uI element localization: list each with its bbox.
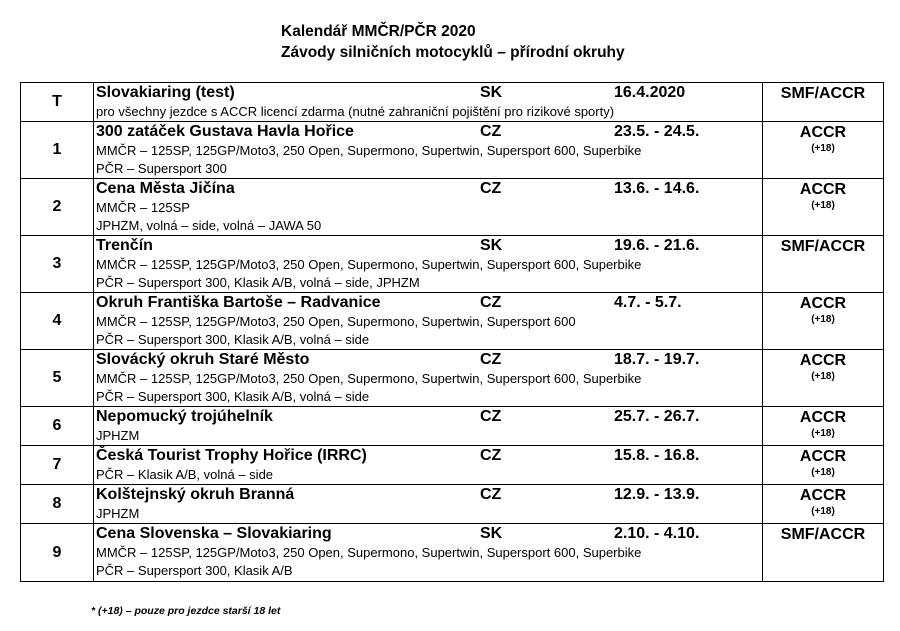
event-name: Cena Města Jičína xyxy=(96,180,235,197)
table-row xyxy=(21,179,884,236)
age-note: (+18) xyxy=(811,467,835,478)
table-row xyxy=(21,485,884,524)
age-note: (+18) xyxy=(811,428,835,439)
table-row xyxy=(21,407,884,446)
age-note: (+18) xyxy=(811,314,835,325)
event-cell xyxy=(94,236,763,293)
organizer-cell xyxy=(763,524,884,582)
event-detail: MMČR – 125SP, 125GP/Moto3, 250 Open, Supermono, Supertwin, Supersport 600, Superbike xyxy=(96,257,642,272)
event-cell xyxy=(94,179,763,236)
table-row xyxy=(21,524,884,582)
table-row xyxy=(21,446,884,485)
event-name: Okruh Františka Bartoše – Radvanice xyxy=(96,294,381,311)
organizer-cell xyxy=(763,179,884,236)
event-detail: PČR – Supersport 300, Klasik A/B, volná – side xyxy=(96,389,370,404)
footnote: * (+18) – pouze pro jezdce starší 18 let xyxy=(91,605,281,617)
race-number: 7 xyxy=(21,446,94,485)
event-detail: JPHZM, volná – side, volná – JAWA 50 xyxy=(96,218,322,233)
page-title xyxy=(281,21,625,63)
event-detail: PČR – Klasik A/B, volná – side xyxy=(96,467,274,482)
race-number: 1 xyxy=(21,122,94,179)
event-name: Česká Tourist Trophy Hořice (IRRC) xyxy=(96,447,367,464)
event-detail: PČR – Supersport 300, Klasik A/B xyxy=(96,563,293,578)
event-header-line xyxy=(94,122,762,142)
race-number: 6 xyxy=(21,407,94,446)
event-header-line xyxy=(94,446,762,466)
calendar-table xyxy=(20,82,884,582)
event-detail: PČR – Supersport 300, Klasik A/B, volná – side xyxy=(96,332,370,347)
table-row xyxy=(21,122,884,179)
event-header-line xyxy=(94,485,762,505)
organizer-name: ACCR xyxy=(799,409,847,426)
race-number: T xyxy=(21,83,94,122)
organizer-name: ACCR xyxy=(799,352,847,369)
event-header-line xyxy=(94,179,762,199)
table-row xyxy=(21,293,884,350)
organizer-name: ACCR xyxy=(799,295,847,312)
organizer-name: SMF/ACCR xyxy=(780,526,866,543)
organizer-cell xyxy=(763,407,884,446)
event-detail: pro všechny jezdce s ACCR licencí zdarma (nutné zahraniční pojištění pro rizikové sporty) xyxy=(96,104,615,119)
event-name: Nepomucký trojúhelník xyxy=(96,408,273,425)
organizer-name: SMF/ACCR xyxy=(780,85,866,102)
event-detail: MMČR – 125SP, 125GP/Moto3, 250 Open, Supermono, Supertwin, Supersport 600, Superbike xyxy=(96,545,642,560)
table-row xyxy=(21,350,884,407)
race-number: 9 xyxy=(21,524,94,582)
table-row xyxy=(21,83,884,122)
organizer-name: ACCR xyxy=(799,181,847,198)
race-number: 8 xyxy=(21,485,94,524)
event-country: CZ xyxy=(480,123,502,140)
organizer-cell xyxy=(763,83,884,122)
organizer-name: ACCR xyxy=(799,487,847,504)
event-date: 23.5. - 24.5. xyxy=(614,123,700,140)
event-date: 15.8. - 16.8. xyxy=(614,447,700,464)
event-name: Cena Slovenska – Slovakiaring xyxy=(96,525,332,542)
organizer-cell xyxy=(763,485,884,524)
event-date: 4.7. - 5.7. xyxy=(614,294,682,311)
organizer-cell xyxy=(763,446,884,485)
event-cell xyxy=(94,407,763,446)
organizer-cell xyxy=(763,122,884,179)
event-header-line xyxy=(94,293,762,313)
event-country: SK xyxy=(480,84,503,101)
event-country: CZ xyxy=(480,294,502,311)
organizer-cell xyxy=(763,350,884,407)
event-date: 2.10. - 4.10. xyxy=(614,525,700,542)
event-detail: MMČR – 125SP, 125GP/Moto3, 250 Open, Supermono, Supertwin, Supersport 600 xyxy=(96,314,576,329)
event-header-line xyxy=(94,407,762,427)
event-cell xyxy=(94,485,763,524)
event-detail: MMČR – 125SP xyxy=(96,200,190,215)
event-date: 16.4.2020 xyxy=(614,84,686,101)
organizer-cell xyxy=(763,236,884,293)
event-header-line xyxy=(94,236,762,256)
age-note: (+18) xyxy=(811,371,835,382)
organizer-name: ACCR xyxy=(799,448,847,465)
event-date: 12.9. - 13.9. xyxy=(614,486,700,503)
event-name: Kolštejnský okruh Branná xyxy=(96,486,295,503)
title-line-1: Kalendář MMČR/PČR 2020 xyxy=(281,23,476,40)
event-detail: PČR – Supersport 300, Klasik A/B, volná – side, JPHZM xyxy=(96,275,420,290)
event-country: CZ xyxy=(480,408,502,425)
event-country: SK xyxy=(480,237,503,254)
organizer-cell xyxy=(763,293,884,350)
age-note: (+18) xyxy=(811,200,835,211)
event-cell xyxy=(94,83,763,122)
race-number: 4 xyxy=(21,293,94,350)
event-country: CZ xyxy=(480,447,502,464)
event-cell xyxy=(94,122,763,179)
event-header-line xyxy=(94,350,762,370)
race-number: 3 xyxy=(21,236,94,293)
event-date: 19.6. - 21.6. xyxy=(614,237,700,254)
race-number: 2 xyxy=(21,179,94,236)
race-number: 5 xyxy=(21,350,94,407)
event-header-line xyxy=(94,83,762,103)
event-country: CZ xyxy=(480,486,502,503)
event-country: CZ xyxy=(480,180,502,197)
title-line-2: Závody silničních motocyklů – přírodní okruhy xyxy=(281,44,625,61)
event-name: 300 zatáček Gustava Havla Hořice xyxy=(96,123,354,140)
event-cell xyxy=(94,293,763,350)
event-date: 25.7. - 26.7. xyxy=(614,408,700,425)
event-header-line xyxy=(94,524,762,544)
event-cell xyxy=(94,446,763,485)
age-note: (+18) xyxy=(811,506,835,517)
event-detail: JPHZM xyxy=(96,506,140,521)
event-detail: PČR – Supersport 300 xyxy=(96,161,227,176)
event-cell xyxy=(94,524,763,582)
event-name: Slovakiaring (test) xyxy=(96,84,235,101)
event-name: Trenčín xyxy=(96,237,153,254)
event-country: SK xyxy=(480,525,503,542)
event-detail: MMČR – 125SP, 125GP/Moto3, 250 Open, Supermono, Supertwin, Supersport 600, Superbike xyxy=(96,371,642,386)
organizer-name: SMF/ACCR xyxy=(780,238,866,255)
event-cell xyxy=(94,350,763,407)
table-row xyxy=(21,236,884,293)
event-detail: JPHZM xyxy=(96,428,140,443)
age-note: (+18) xyxy=(811,143,835,154)
event-date: 18.7. - 19.7. xyxy=(614,351,700,368)
event-country: CZ xyxy=(480,351,502,368)
organizer-name: ACCR xyxy=(799,124,847,141)
event-detail: MMČR – 125SP, 125GP/Moto3, 250 Open, Supermono, Supertwin, Supersport 600, Superbike xyxy=(96,143,642,158)
event-name: Slovácký okruh Staré Město xyxy=(96,351,310,368)
event-date: 13.6. - 14.6. xyxy=(614,180,700,197)
